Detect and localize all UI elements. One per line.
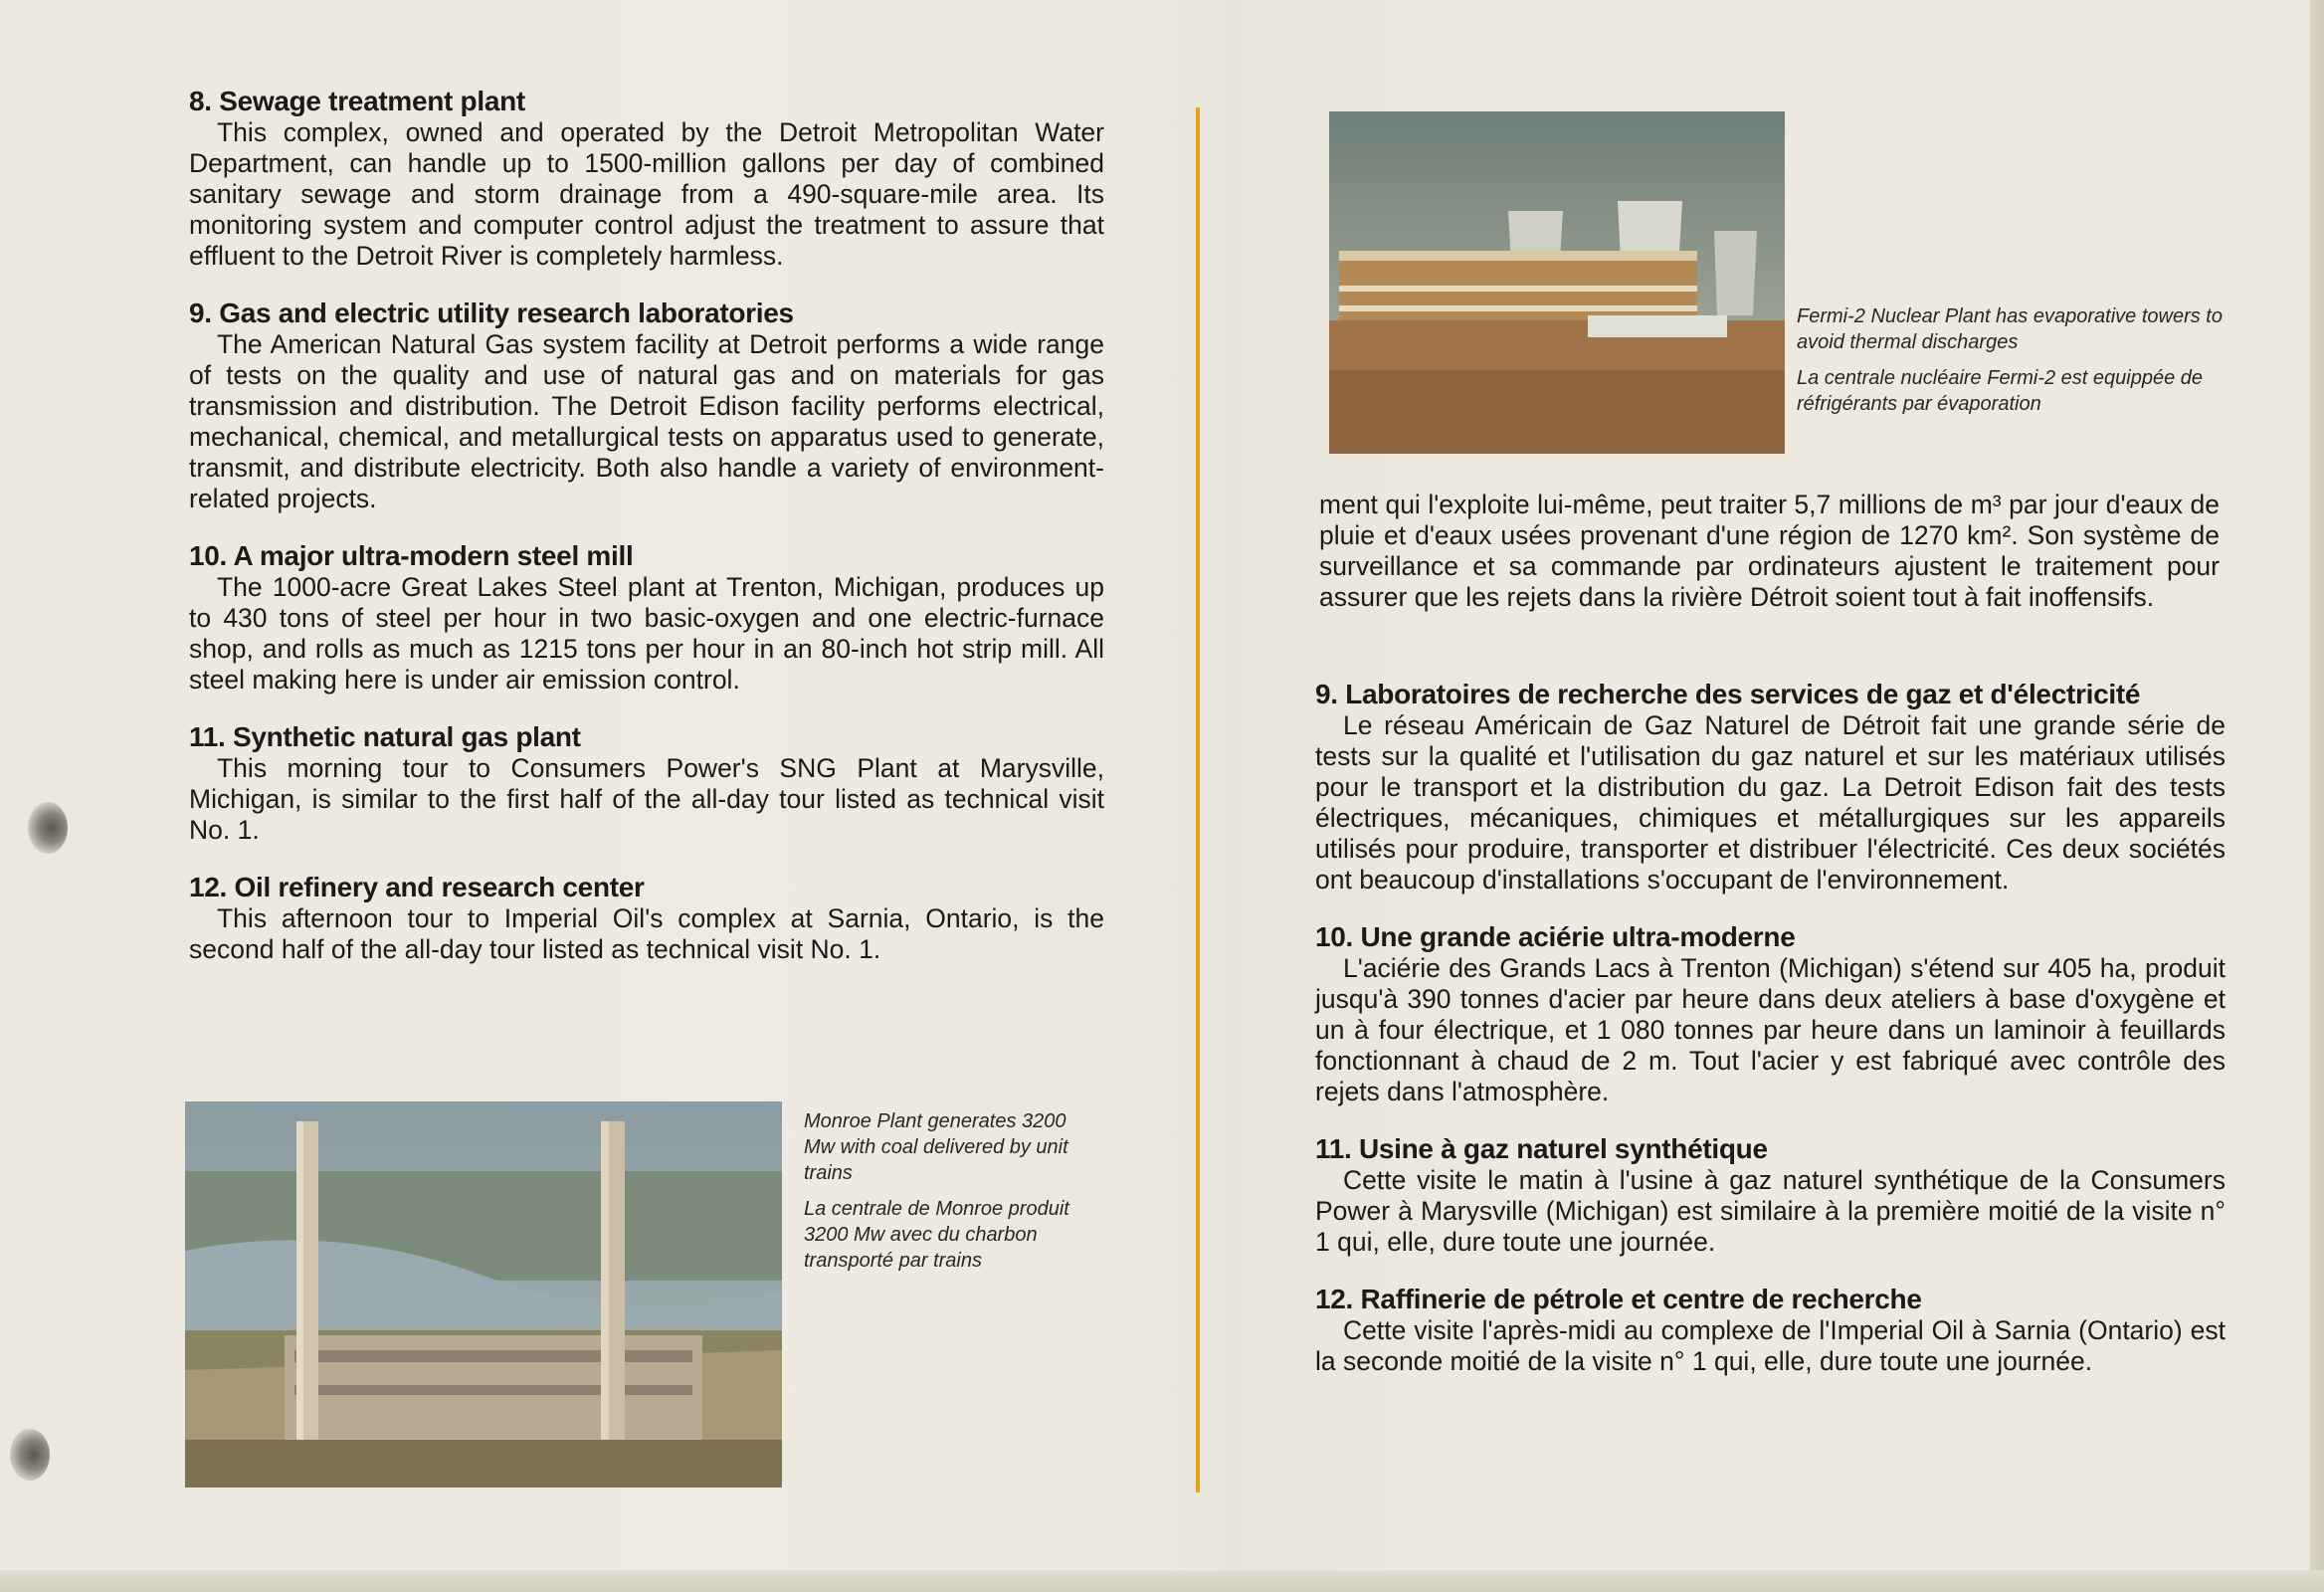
section-11 <box>189 721 1104 846</box>
section-8 <box>189 86 1104 272</box>
section-title: 9. Laboratoires de recherche des services de gaz et d'électricité <box>1315 679 2141 709</box>
monroe-plant-photo <box>185 1101 782 1488</box>
section-body: This complex, owned and operated by the Detroit Metropolitan Water Department, can handle up to 1500-million gallons per day of combined sanitary sewage and storm drainage from a 490-square-mile area. Its monitoring system and computer control adjust the treatment to assure that effluent to the Detroit River is completely harmless. <box>189 117 1104 271</box>
right-column <box>1315 679 2226 1403</box>
binder-hole-icon <box>10 1429 50 1481</box>
caption-french: La centrale nucléaire Fermi-2 est equippée de réfrigérants par évaporation <box>1797 367 2204 415</box>
caption-english: Monroe Plant generates 3200 Mw with coal delivered by unit trains <box>804 1110 1068 1184</box>
fermi-photo-caption <box>1797 303 2234 427</box>
section-10 <box>189 540 1104 696</box>
section-title: 12. Oil refinery and research center <box>189 872 645 902</box>
section-body: The American Natural Gas system facility at Detroit performs a wide range of tests on the quality and use of natural gas and on materials for gas transmission and distribution. The Detroit Edison facility performs electrical, mechanical, chemical, and metallurgical tests on apparatus used to generate, transmit, and distribute electricity. Both also handle a variety of environment-related projects. <box>189 329 1104 513</box>
section-body: The 1000-acre Great Lakes Steel plant at Trenton, Michigan, produces up to 430 tons of steel per hour in two basic-oxygen and one electric-furnace shop, and rolls as much as 1215 tons per hour in an 80-inch hot strip mill. All steel making here is under air emission control. <box>189 572 1104 695</box>
section-title: 10. Une grande aciérie ultra-moderne <box>1315 921 1796 952</box>
section-title: 9. Gas and electric utility research laboratories <box>189 298 794 328</box>
monroe-photo-caption <box>804 1108 1072 1284</box>
caption-english: Fermi-2 Nuclear Plant has evaporative towers to avoid thermal discharges <box>1797 305 2223 353</box>
column-divider <box>1196 107 1200 1492</box>
binder-hole-icon <box>28 802 68 854</box>
page-edge <box>2310 0 2324 1592</box>
section-9-fr <box>1315 679 2226 896</box>
section-title: 10. A major ultra-modern steel mill <box>189 540 634 571</box>
section-8-continued: ment qui l'exploite lui-même, peut traiter 5,7 millions de m³ par jour d'eaux de pluie et d'eaux usées provenant d'une région de 1270 km². Son système de surveillance et sa commande par ordinateurs ajustent le traitement pour assurer que les rejets dans la rivière Détroit soient tout à fait inoffensifs. <box>1319 490 2220 612</box>
section-title: 8. Sewage treatment plant <box>189 86 525 116</box>
section-title: 11. Synthetic natural gas plant <box>189 721 581 752</box>
caption-french: La centrale de Monroe produit 3200 Mw avec du charbon transporté par trains <box>804 1198 1069 1272</box>
section-body: L'aciérie des Grands Lacs à Trenton (Michigan) s'étend sur 405 ha, produit jusqu'à 390 tonnes d'acier par heure dans deux ateliers à base d'oxygène et un à four électrique, et 1 080 tonnes par heure dans un laminoir à feuillards fonctionnant à chaud de 2 m. Tout l'acier y est fabriqué avec contrôle des rejets dans l'atmosphère. <box>1315 953 2226 1106</box>
section-12-fr <box>1315 1284 2226 1377</box>
section-body: Le réseau Américain de Gaz Naturel de Détroit fait une grande série de tests sur la qualité et l'utilisation du gaz naturel et sur les matériaux utilisés pour le transport et la distribution du gaz. La Detroit Edison fait des tests électriques, mécaniques, chimiques et métallurgiques sur les appareils utilisés pour produire, transporter et distribuer l'électricité. Ces deux sociétés ont beaucoup d'installations s'occupant de l'environnement. <box>1315 710 2226 895</box>
section-12 <box>189 872 1104 965</box>
section-body: This afternoon tour to Imperial Oil's complex at Sarnia, Ontario, is the second half of the all-day tour listed as technical visit No. 1. <box>189 903 1104 964</box>
section-body: Cette visite le matin à l'usine à gaz naturel synthétique de la Consumers Power à Marysville (Michigan) est similaire à la première moitié de la visite n° 1 qui, elle, dure toute une journée. <box>1315 1165 2226 1257</box>
section-9 <box>189 298 1104 514</box>
section-title: 11. Usine à gaz naturel synthétique <box>1315 1133 1768 1164</box>
section-body: This morning tour to Consumers Power's SNG Plant at Marysville, Michigan, is similar to the first half of the all-day tour listed as technical visit No. 1. <box>189 753 1104 845</box>
section-11-fr <box>1315 1133 2226 1258</box>
fermi-plant-photo <box>1329 111 1785 454</box>
page-bottom-shadow <box>0 1570 2324 1592</box>
left-column <box>189 86 1104 991</box>
section-body: Cette visite l'après-midi au complexe de l'Imperial Oil à Sarnia (Ontario) est la seconde moitié de la visite n° 1 qui, elle, dure toute une journée. <box>1315 1315 2226 1376</box>
section-title: 12. Raffinerie de pétrole et centre de recherche <box>1315 1284 1922 1314</box>
section-10-fr <box>1315 921 2226 1107</box>
